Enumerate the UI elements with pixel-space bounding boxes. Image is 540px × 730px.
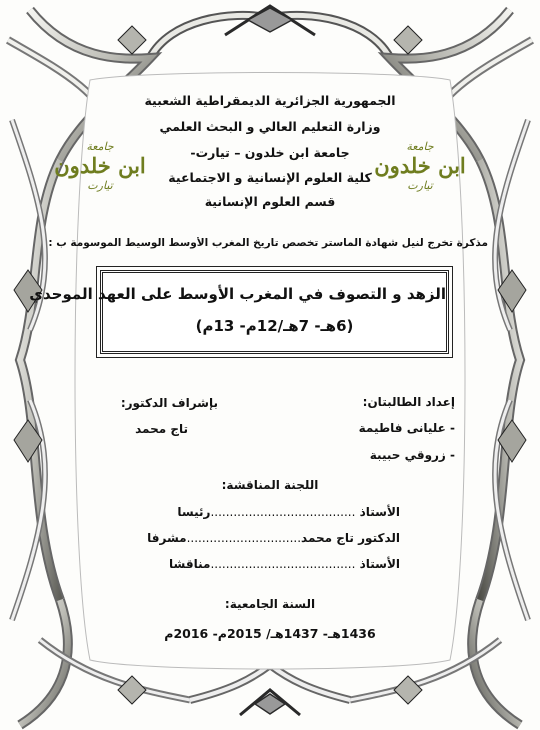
logo-left-top: جامعة [86, 140, 114, 153]
students-heading: إعداد الطالبتان: [362, 395, 455, 409]
logo-right-top: جامعة [406, 140, 434, 153]
thesis-intro: مذكرة تخرج لنيل شهادة الماستر تخصص تاريخ المغرب الأوسط الوسيط الموسومة ب : [48, 237, 488, 249]
academic-year-value: 1436هـ- 1437هـ/ 2015م- 2016م [164, 626, 376, 641]
logo-right-city: تيارت [407, 179, 433, 192]
thesis-title-box [29, 270, 449, 354]
committee-member-2 [110, 531, 400, 545]
header-faculty: كلية العلوم الإنسانية و الاجتماعية [168, 170, 372, 185]
member-2-dots: .............................. [186, 531, 302, 545]
member-1-title: الأستاذ [359, 505, 400, 519]
thesis-period: (6هـ- 7هـ/12م- 13م) [195, 317, 354, 335]
member-2-role: مشرفا [147, 531, 187, 545]
member-1-dots: ...................................... [210, 505, 356, 519]
academic-year-heading: السنة الجامعية: [224, 597, 316, 611]
member-2-name: تاج محمد [301, 531, 354, 545]
logo-left-name: ابن خلدون [54, 153, 146, 178]
member-3-title: الأستاذ [359, 557, 400, 571]
university-logo-right [365, 140, 475, 192]
committee-heading: اللجنة المناقشة: [221, 478, 319, 492]
logo-right-name: ابن خلدون [374, 153, 466, 178]
header-republic: الجمهورية الجزائرية الديمقراطية الشعبية [144, 93, 396, 108]
thesis-title: الزهد و التصوف في المغرب الأوسط على العهد الموحدي [29, 285, 446, 303]
supervisor-heading: بإشراف الدكتور: [120, 396, 218, 410]
logo-left-city: تيارت [87, 179, 113, 192]
header-department: قسم العلوم الإنسانية [204, 194, 336, 209]
header-university: جامعة ابن خلدون – تيارت- [190, 145, 350, 160]
member-2-title: الدكتور [358, 531, 400, 545]
header-ministry: وزارة التعليم العالي و البحث العلمي [159, 119, 381, 134]
member-3-role: مناقشا [169, 557, 211, 571]
committee-member-1 [110, 505, 400, 519]
university-logo-left [45, 140, 155, 192]
committee-member-3 [110, 557, 400, 571]
supervisor-name: تاج محمد [135, 422, 188, 436]
member-3-dots: ...................................... [210, 557, 356, 571]
member-1-role: رئيسا [177, 505, 211, 519]
student-name-1: - عليانى فاطيمة [358, 421, 455, 435]
student-name-2: - زروقي حبيبة [369, 448, 455, 462]
